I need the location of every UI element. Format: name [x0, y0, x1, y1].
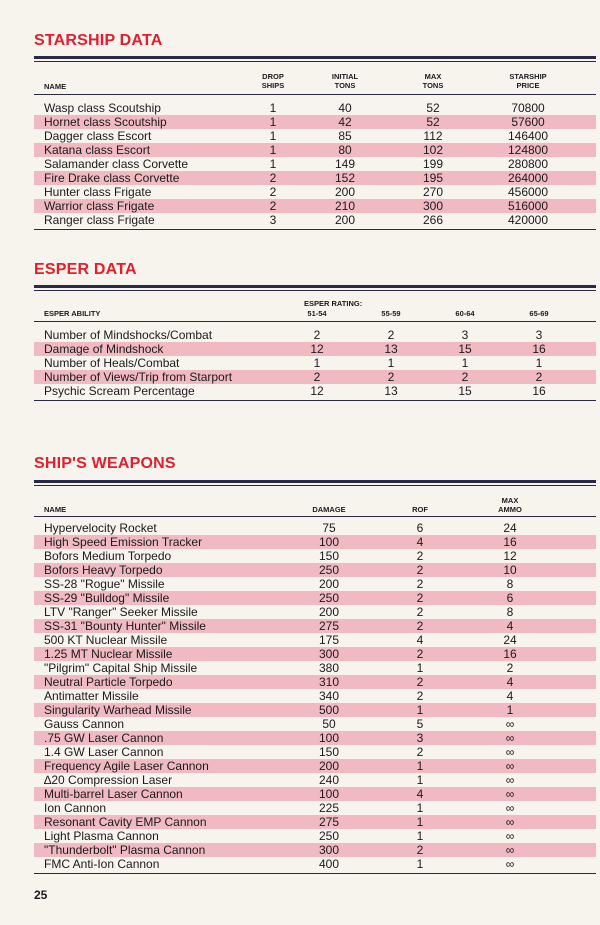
header-name: NAME: [44, 82, 67, 91]
row-value: 2: [313, 370, 321, 384]
row-value: 380: [318, 661, 340, 675]
row-value: 24: [503, 521, 517, 535]
row-value: 200: [334, 213, 356, 227]
row-value: 1: [416, 857, 424, 871]
row-value: 270: [422, 185, 444, 199]
row-value: 2: [416, 605, 424, 619]
table-bottom-rule: [34, 229, 596, 230]
row-value: 2: [416, 577, 424, 591]
row-label: Ion Cannon: [44, 801, 107, 815]
row-value: 12: [503, 549, 517, 563]
row-value: 4: [506, 619, 514, 633]
row-label: Gauss Cannon: [44, 717, 125, 731]
row-label: ∆20 Compression Laser: [44, 773, 173, 787]
row-value: 2: [416, 563, 424, 577]
row-value: 2: [416, 689, 424, 703]
row-value: 516000: [507, 199, 549, 213]
row-value: 2: [416, 647, 424, 661]
header-rating-60-64: 60-64: [455, 309, 475, 318]
table-row: [34, 577, 596, 591]
table-row: [34, 521, 596, 535]
row-value: 1: [416, 703, 424, 717]
header-max-ammo: MAX AMMO: [498, 496, 522, 514]
row-value: 3: [461, 328, 469, 342]
header-max-tons: MAX TONS: [422, 72, 444, 90]
row-value: ∞: [505, 731, 515, 745]
esper-data-table: [34, 285, 596, 401]
row-value: 275: [318, 619, 340, 633]
row-value: 16: [532, 342, 546, 356]
row-value: 175: [318, 633, 340, 647]
row-label: FMC Anti-Ion Cannon: [44, 857, 160, 871]
table-row: [34, 384, 596, 398]
row-label: Light Plasma Cannon: [44, 829, 159, 843]
row-value: 1: [269, 143, 277, 157]
row-label: Hunter class Frigate: [44, 185, 152, 199]
table-row: [34, 647, 596, 661]
row-value: 500: [318, 703, 340, 717]
starship-header-row: [34, 62, 596, 91]
row-value: 80: [338, 143, 352, 157]
table-row: [34, 143, 596, 157]
table-row: [34, 563, 596, 577]
row-value: ∞: [505, 745, 515, 759]
table-top-rule: [34, 480, 596, 483]
starship-rows: [34, 95, 596, 227]
row-label: Antimatter Missile: [44, 689, 139, 703]
row-value: 1: [416, 759, 424, 773]
header-damage: DAMAGE: [312, 505, 346, 514]
table-row: [34, 199, 596, 213]
row-value: 1: [416, 815, 424, 829]
row-value: 8: [506, 577, 514, 591]
row-label: Singularity Warhead Missile: [44, 703, 192, 717]
row-value: 2: [387, 370, 395, 384]
esper-rows: [34, 322, 596, 398]
row-value: 15: [458, 384, 472, 398]
row-value: 195: [422, 171, 444, 185]
ships-weapons-table: [34, 480, 596, 874]
row-value: 149: [334, 157, 356, 171]
header-rof: ROF: [412, 505, 428, 514]
table-row: [34, 129, 596, 143]
row-value: 2: [269, 185, 277, 199]
row-value: 100: [318, 731, 340, 745]
header-rating-51-54: 51-54: [307, 309, 327, 318]
row-value: 13: [384, 384, 398, 398]
row-value: 102: [422, 143, 444, 157]
row-label: Bofors Heavy Torpedo: [44, 563, 163, 577]
row-value: 85: [338, 129, 352, 143]
row-value: 250: [318, 563, 340, 577]
row-label: Multi-barrel Laser Cannon: [44, 787, 183, 801]
row-value: 16: [532, 384, 546, 398]
row-value: 100: [318, 535, 340, 549]
row-label: 500 KT Nuclear Missile: [44, 633, 168, 647]
row-value: 2: [416, 591, 424, 605]
table-row: [34, 857, 596, 871]
row-label: SS-28 "Rogue" Missile: [44, 577, 165, 591]
table-row: [34, 843, 596, 857]
row-value: 152: [334, 171, 356, 185]
row-label: Ranger class Frigate: [44, 213, 155, 227]
table-row: [34, 619, 596, 633]
row-value: 280800: [507, 157, 549, 171]
row-value: 1: [461, 356, 469, 370]
row-value: 13: [384, 342, 398, 356]
row-value: 456000: [507, 185, 549, 199]
row-value: 57600: [511, 115, 545, 129]
row-value: 146400: [507, 129, 549, 143]
row-label: Fire Drake class Corvette: [44, 171, 180, 185]
table-row: [34, 213, 596, 227]
row-label: Number of Heals/Combat: [44, 356, 180, 370]
row-value: 264000: [507, 171, 549, 185]
header-esper-ability: ESPER ABILITY: [44, 309, 101, 318]
row-label: 1.25 MT Nuclear Missile: [44, 647, 173, 661]
row-value: ∞: [505, 759, 515, 773]
table-row: [34, 101, 596, 115]
row-value: 1: [387, 356, 395, 370]
row-value: 2: [269, 171, 277, 185]
row-value: 52: [426, 115, 440, 129]
row-value: ∞: [505, 787, 515, 801]
page-number: 25: [34, 888, 48, 902]
table-row: [34, 717, 596, 731]
table-row: [34, 787, 596, 801]
row-label: "Pilgrim" Capital Ship Missile: [44, 661, 198, 675]
row-value: 5: [416, 717, 424, 731]
row-value: 1: [416, 661, 424, 675]
table-top-rule: [34, 56, 596, 59]
row-value: 225: [318, 801, 340, 815]
row-value: ∞: [505, 801, 515, 815]
row-value: 1: [535, 356, 543, 370]
table-row: [34, 171, 596, 185]
table-row: [34, 815, 596, 829]
row-value: 6: [506, 591, 514, 605]
row-label: LTV "Ranger" Seeker Missile: [44, 605, 198, 619]
row-label: Hornet class Scoutship: [44, 115, 167, 129]
table-row: [34, 773, 596, 787]
row-value: 2: [416, 843, 424, 857]
header-drop-ships: DROP SHIPS: [261, 72, 285, 90]
row-value: 2: [269, 199, 277, 213]
starship-data-table: [34, 56, 596, 230]
row-value: 300: [422, 199, 444, 213]
header-esper-rating: ESPER RATING:: [304, 299, 363, 308]
row-value: 300: [318, 647, 340, 661]
row-value: 3: [416, 731, 424, 745]
row-value: 3: [269, 213, 277, 227]
header-rating-65-69: 65-69: [529, 309, 549, 318]
row-value: 42: [338, 115, 352, 129]
header-rating-55-59: 55-59: [381, 309, 401, 318]
row-value: 16: [503, 647, 517, 661]
table-bottom-rule: [34, 873, 596, 874]
row-value: ∞: [505, 717, 515, 731]
row-value: 16: [503, 535, 517, 549]
row-value: 340: [318, 689, 340, 703]
row-value: 2: [416, 619, 424, 633]
row-value: 2: [535, 370, 543, 384]
row-label: Frequency Agile Laser Cannon: [44, 759, 209, 773]
row-value: 1: [416, 773, 424, 787]
row-label: Katana class Escort: [44, 143, 151, 157]
row-value: 1: [416, 829, 424, 843]
row-value: 2: [387, 328, 395, 342]
row-label: 1.4 GW Laser Cannon: [44, 745, 164, 759]
row-label: SS-29 "Bulldog" Missile: [44, 591, 170, 605]
row-value: 300: [318, 843, 340, 857]
row-label: Damage of Mindshock: [44, 342, 164, 356]
table-row: [34, 328, 596, 342]
row-value: 4: [506, 689, 514, 703]
starship-data-title: STARSHIP DATA: [34, 32, 163, 49]
row-value: 70800: [511, 101, 545, 115]
row-value: 15: [458, 342, 472, 356]
row-value: 266: [422, 213, 444, 227]
table-row: [34, 689, 596, 703]
row-value: 275: [318, 815, 340, 829]
row-value: 75: [322, 521, 336, 535]
row-label: Salamander class Corvette: [44, 157, 189, 171]
row-value: 4: [506, 675, 514, 689]
row-value: 250: [318, 829, 340, 843]
row-label: Psychic Scream Percentage: [44, 384, 195, 398]
row-value: 2: [313, 328, 321, 342]
header-initial-tons: INITIAL TONS: [331, 72, 359, 90]
weapons-header-row: [34, 486, 596, 512]
row-value: 12: [310, 342, 324, 356]
row-value: 124800: [507, 143, 549, 157]
row-value: 4: [416, 633, 424, 647]
row-value: 210: [334, 199, 356, 213]
table-row: [34, 675, 596, 689]
row-label: Resonant Cavity EMP Cannon: [44, 815, 207, 829]
header-starship-price: STARSHIP PRICE: [509, 72, 547, 90]
table-row: [34, 157, 596, 171]
table-row: [34, 731, 596, 745]
row-value: 199: [422, 157, 444, 171]
row-value: 6: [416, 521, 424, 535]
row-value: 1: [269, 115, 277, 129]
row-value: 12: [310, 384, 324, 398]
row-label: High Speed Emission Tracker: [44, 535, 203, 549]
row-value: ∞: [505, 815, 515, 829]
row-value: 10: [503, 563, 517, 577]
row-value: 4: [416, 535, 424, 549]
row-value: 1: [313, 356, 321, 370]
row-label: Number of Mindshocks/Combat: [44, 328, 213, 342]
row-label: Hypervelocity Rocket: [44, 521, 157, 535]
esper-data-title: ESPER DATA: [34, 261, 137, 278]
row-value: 400: [318, 857, 340, 871]
table-row: [34, 801, 596, 815]
row-value: 3: [535, 328, 543, 342]
row-value: ∞: [505, 829, 515, 843]
row-label: "Thunderbolt" Plasma Cannon: [44, 843, 206, 857]
row-value: ∞: [505, 857, 515, 871]
ships-weapons-title: SHIP'S WEAPONS: [34, 455, 176, 472]
row-label: .75 GW Laser Cannon: [44, 731, 164, 745]
row-value: 200: [318, 759, 340, 773]
table-row: [34, 115, 596, 129]
table-row: [34, 829, 596, 843]
row-label: Number of Views/Trip from Starport: [44, 370, 233, 384]
row-label: Warrior class Frigate: [44, 199, 155, 213]
row-value: 310: [318, 675, 340, 689]
row-value: 2: [416, 745, 424, 759]
row-value: 1: [416, 801, 424, 815]
row-label: Wasp class Scoutship: [44, 101, 161, 115]
row-value: 52: [426, 101, 440, 115]
esper-header-row: [34, 291, 596, 317]
row-value: 1: [269, 101, 277, 115]
row-value: 240: [318, 773, 340, 787]
table-row: [34, 661, 596, 675]
table-top-rule: [34, 285, 596, 288]
row-value: 250: [318, 591, 340, 605]
table-row: [34, 759, 596, 773]
table-row: [34, 185, 596, 199]
table-row: [34, 745, 596, 759]
row-value: 4: [416, 787, 424, 801]
row-value: 40: [338, 101, 352, 115]
row-value: 200: [334, 185, 356, 199]
table-row: [34, 356, 596, 370]
row-value: 150: [318, 745, 340, 759]
row-label: Neutral Particle Torpedo: [44, 675, 173, 689]
table-row: [34, 342, 596, 356]
row-value: 1: [506, 703, 514, 717]
table-row: [34, 703, 596, 717]
row-value: 2: [416, 549, 424, 563]
row-label: Dagger class Escort: [44, 129, 152, 143]
row-value: 2: [461, 370, 469, 384]
row-value: 150: [318, 549, 340, 563]
weapons-rows: [34, 517, 596, 871]
row-value: 2: [506, 661, 514, 675]
row-value: 50: [322, 717, 336, 731]
row-value: 200: [318, 577, 340, 591]
row-value: 100: [318, 787, 340, 801]
table-row: [34, 605, 596, 619]
row-label: Bofors Medium Torpedo: [44, 549, 172, 563]
row-value: ∞: [505, 773, 515, 787]
row-value: 200: [318, 605, 340, 619]
row-value: 8: [506, 605, 514, 619]
table-row: [34, 549, 596, 563]
row-value: ∞: [505, 843, 515, 857]
row-value: 2: [416, 675, 424, 689]
table-bottom-rule: [34, 400, 596, 401]
table-row: [34, 535, 596, 549]
header-name: NAME: [44, 505, 67, 514]
row-label: SS-31 "Bounty Hunter" Missile: [44, 619, 206, 633]
row-value: 24: [503, 633, 517, 647]
table-row: [34, 633, 596, 647]
row-value: 1: [269, 129, 277, 143]
row-value: 420000: [507, 213, 549, 227]
row-value: 1: [269, 157, 277, 171]
row-value: 112: [423, 129, 443, 143]
table-row: [34, 591, 596, 605]
table-row: [34, 370, 596, 384]
